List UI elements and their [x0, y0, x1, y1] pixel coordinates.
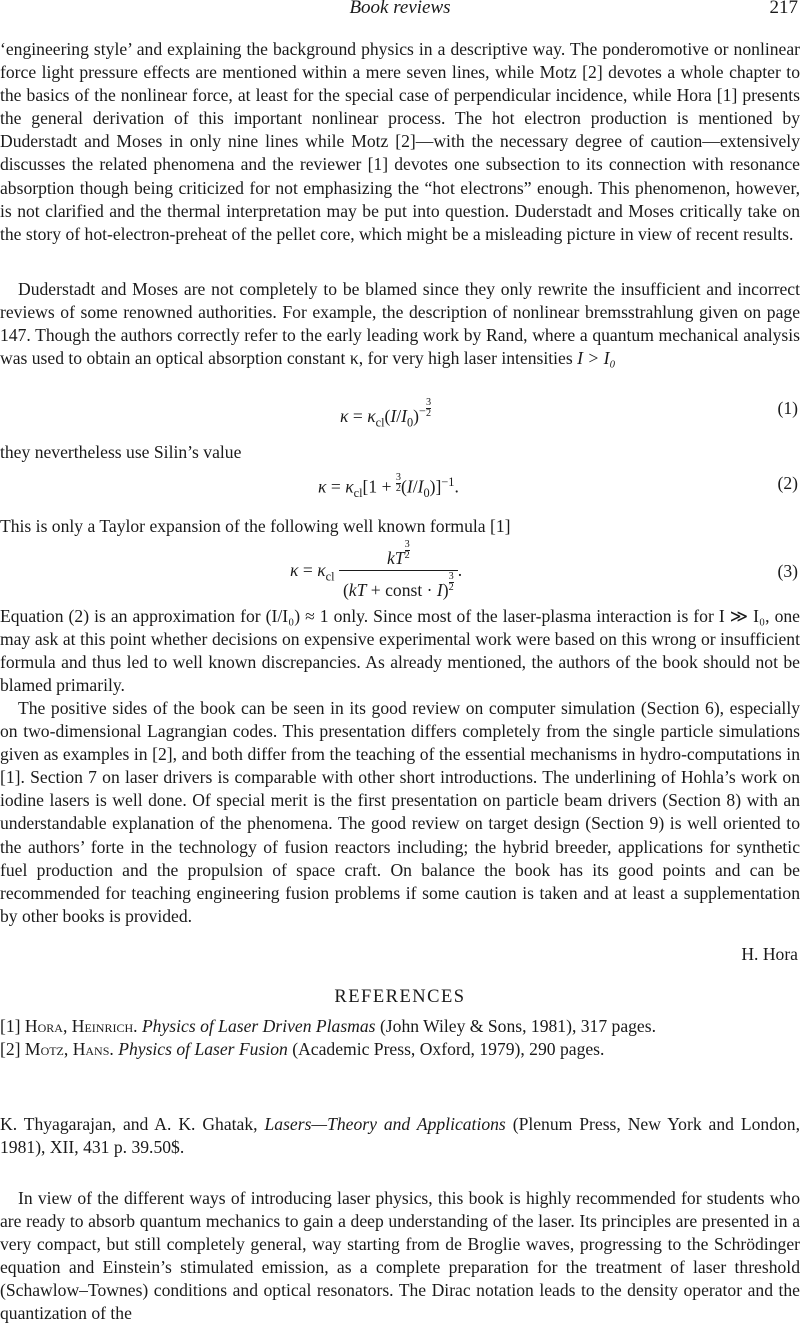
reference-item: [1] Hora, Heinrich. Physics of Laser Driven Plasmas (John Wiley & Sons, 1981), 317 pages. [0, 1016, 656, 1036]
reviewer-signature: H. Hora [741, 944, 798, 964]
equation-2: $\kappa = \kappa_{cl}[1$ + $\frac{3}{2}$ $(I/I_0)]^{-1}$. [318, 472, 459, 501]
reference-item: [2] Motz, Hans. Physics of Laser Fusion (Academic Press, Oxford, 1979), 290 pages. [0, 1039, 605, 1059]
paragraph-2 [0, 278, 800, 370]
equation-2-number: (2) [777, 473, 798, 493]
reference-author: Hora, Heinrich. [24, 1016, 138, 1036]
reference-title: Physics of Laser Fusion [118, 1039, 288, 1059]
equation-3-number: (3) [777, 561, 798, 581]
paragraph-3: they nevertheless use Silin’s value [0, 442, 242, 462]
paragraph-1: ‘engineering style’ and explaining the background physics in a descriptive way. The ponderomotive or nonlinear force light pressure effects are mentioned within a mere seven lines, while Motz [2] devotes a whole chapter to the basics of the nonlinear force, at least for the special case of perpendicular incidence, while Hora [1] presents the general derivation of this important nonlinear process. The hot electron production is mentioned by Duderstadt and Moses in only nine lines while Motz [2]—with the necessary degree of caution—extensively discusses the related phenomena and the reviewer [1] devotes one subsection to its connection with resonance absorption though being criticized for not emphasizing the “hot electrons” enough. This phenomenon, however, is not clarified and the thermal interpretation may be put into question. Duderstadt and Moses critically take on the story of hot-electron-preheat of the pellet core, which might be a misleading picture in view of recent results. [0, 39, 800, 244]
page-number: 217 [769, 0, 798, 18]
running-header [0, 0, 800, 22]
book-citation: K. Thyagarajan, and A. K. Ghatak, Lasers—Theory and Applications (Plenum Press, New York and London, 1981), XII, 431 p. 39.50$. [0, 1114, 800, 1158]
reference-author: Motz, Hans. [24, 1039, 114, 1059]
reference-title: Physics of Laser Driven Plasmas [141, 1016, 376, 1036]
paragraph-5: Equation (2) is an approximation for (I/I₀) ≈ 1 only. Since most of the laser-plasma interaction is for I ≫ I₀, one may ask at this point whether decisions on expensive experimental work were based on this wrong or insufficient formula and thus led to well known discrepancies. As already mentioned, the authors of the book should not be blamed primarily. [0, 606, 800, 696]
running-title: Book reviews [349, 0, 451, 18]
equation-3: $\kappa = \kappa_{cl}$ kT $\frac{3}{2}$ (kT + const · I) $\frac{3}{2}$ . [290, 539, 463, 600]
review-2-body: In view of the different ways of introducing laser physics, this book is highly recommended for students who are ready to absorb quantum mechanics to gain a deep understanding of the laser. Its principles are presented in a very compact, but still completely general, way starting from de Broglie waves, progressing to the Schrödinger equation and Einstein’s stimulated emission, as a complete preparation for the treatment of laser threshold (Schawlow–Townes) conditions and optical resonators. The Dirac notation leads to the density operator and the quantization of the [0, 1188, 800, 1324]
book-title: Lasers—Theory and Applications [264, 1114, 506, 1134]
intensity-condition: I > I₀ [577, 348, 616, 369]
paragraph-4: This is only a Taylor expansion of the following well known formula [1] [0, 516, 511, 536]
paragraph-2-text: Duderstadt and Moses are not completely to be blamed since they only rewrite the insufficient and incorrect reviews of some renowned authorities. For example, the description of nonlinear bremsstrahlung given on page 147. Though the authors correctly refer to the early leading work by Rand, where a quantum mechanical analysis was used to obtain an optical absorption constant κ, for very high laser intensities [0, 279, 800, 369]
paragraph-6: The positive sides of the book can be seen in its good review on computer simulation (Section 6), especially on two-dimensional Lagrangian codes. This presentation differs completely from the single particle simulations given as examples in [2], and both differ from the teaching of the essential mechanisms in hydro-computations in [1]. Section 7 on laser drivers is comparable with other short introductions. The underlining of Hohla’s work on iodine lasers is well done. Of special merit is the first presentation on particle beam drivers (Section 8) with an understandable explanation of the phenomena. The good review on target design (Section 9) is well oriented to the authors’ forte in the technology of fusion reactors including; the hybrid breeder, applications for synthetic fuel production and the propulsion of space craft. On balance the book has its good points and can be recommended for teaching engineering fusion problems if some caution is taken and at least a supplementation by other books is provided. [0, 698, 800, 926]
references-heading: REFERENCES [334, 987, 466, 1007]
equation-1: $\kappa = \kappa_{cl}(I/I_0)^-$ $\frac{3}{2}$ [340, 397, 432, 430]
equation-1-number: (1) [777, 398, 798, 418]
